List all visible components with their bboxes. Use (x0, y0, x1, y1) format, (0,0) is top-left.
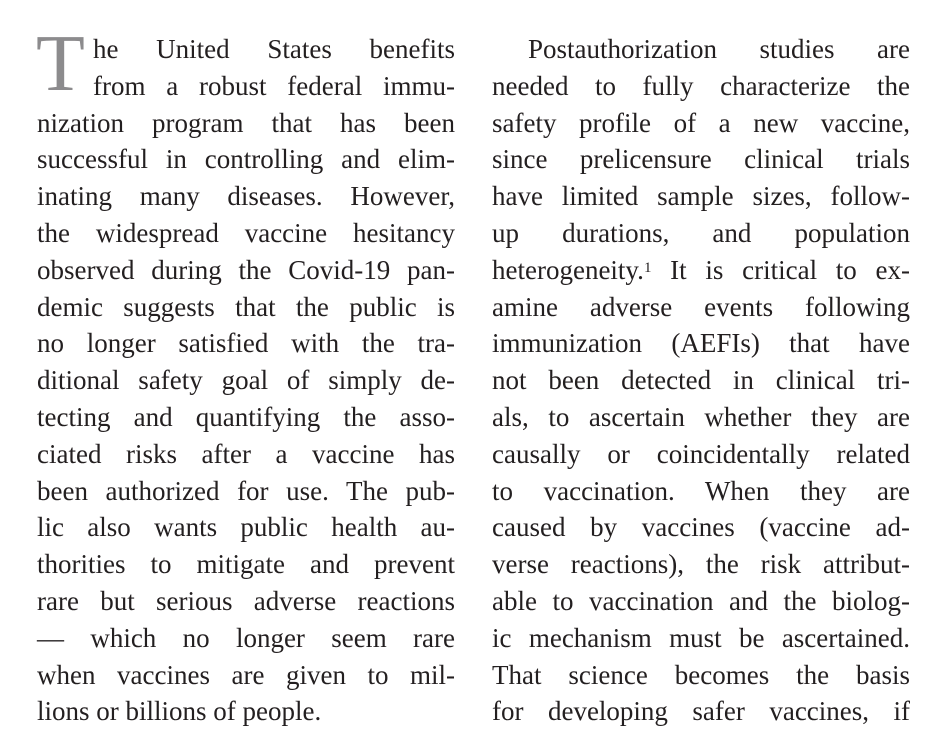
text-line-with-footnote (492, 252, 910, 289)
text-line: not been detected in clinical tri- (492, 365, 910, 396)
text-fragment: It is critical to ex- (670, 254, 910, 285)
left-column (37, 31, 455, 730)
text-line: — which no longer seem rare (37, 622, 455, 653)
text-fragment: heterogeneity. (492, 254, 644, 285)
text-line: immunization (AEFIs) that have (492, 328, 910, 359)
text-line: rare but serious adverse reactions (37, 585, 455, 616)
text-line: no longer satisfied with the tra- (37, 328, 455, 359)
text-line: from a robust federal immu- (93, 70, 455, 101)
text-line: causally or coincidentally related (492, 438, 910, 469)
text-line: ic mechanism must be ascertained. (492, 622, 910, 653)
text-line: nization program that has been (37, 107, 455, 138)
text-line: have limited sample sizes, follow- (492, 181, 910, 212)
text-line: demic suggests that the public is (37, 291, 455, 322)
text-line: for developing safer vaccines, if (492, 696, 910, 727)
text-line: ciated risks after a vaccine has (37, 438, 455, 469)
text-line: up durations, and population (492, 217, 910, 248)
text-line: tecting and quantifying the asso- (37, 401, 455, 432)
text-line: the widespread vaccine hesitancy (37, 217, 455, 248)
text-line: inating many diseases. However, (37, 181, 455, 212)
text-line: observed during the Covid-19 pan- (37, 254, 455, 285)
text-line: That science becomes the basis (492, 659, 910, 690)
text-line: als, to ascertain whether they are (492, 401, 910, 432)
text-line: caused by vaccines (vaccine ad- (492, 512, 910, 543)
text-line: since prelicensure clinical trials (492, 144, 910, 175)
text-line: Postauthorization studies are (528, 34, 910, 64)
text-line: he United States benefits (93, 34, 455, 64)
text-line: amine adverse events following (492, 291, 910, 322)
text-line: lions or billions of people. (37, 696, 322, 727)
text-line: safety profile of a new vaccine, (492, 107, 910, 138)
right-column (492, 31, 910, 730)
text-line: when vaccines are given to mil- (37, 659, 455, 690)
text-line: ditional safety goal of simply de- (37, 365, 455, 396)
text-line: successful in controlling and elim- (37, 144, 455, 175)
text-line: to vaccination. When they are (492, 475, 910, 506)
text-line: thorities to mitigate and prevent (37, 549, 455, 580)
text-line: needed to fully characterize the (492, 70, 910, 101)
text-line: been authorized for use. The pub- (37, 475, 455, 506)
drop-cap: T (36, 20, 85, 108)
text-line: able to vaccination and the biolog- (492, 585, 910, 616)
text-line: verse reactions), the risk attribut- (492, 549, 910, 580)
footnote-reference[interactable]: 1 (643, 259, 652, 276)
text-line: lic also wants public health au- (37, 512, 455, 543)
